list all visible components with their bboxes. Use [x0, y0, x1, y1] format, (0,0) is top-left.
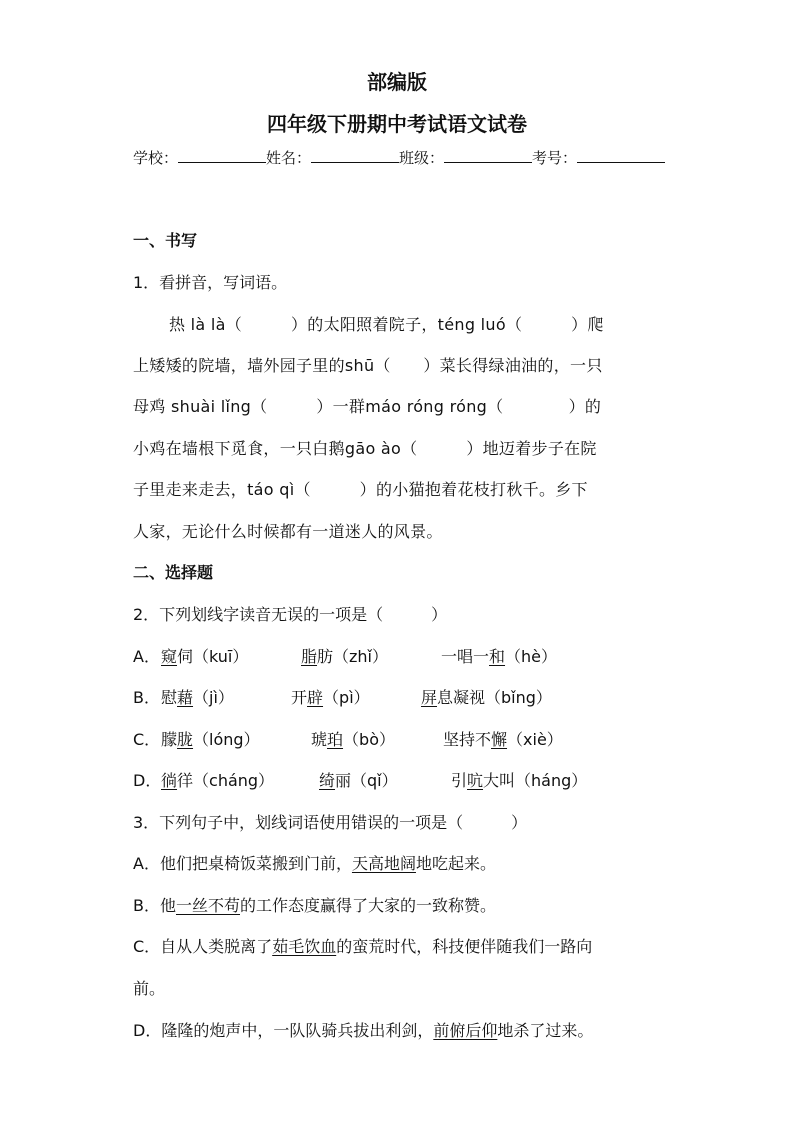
item-rest: （bò） [343, 730, 395, 749]
item-rest: 息凝视（bǐng） [437, 688, 552, 707]
item-pre: 坚持不 [443, 730, 492, 749]
item-rest: （xiè） [507, 730, 563, 749]
option-item [421, 685, 552, 708]
question-2-prompt: 2．下列划线字读音无误的一项是（ ） [133, 605, 448, 624]
item-rest: （jì） [193, 688, 234, 707]
option-item [451, 768, 587, 791]
series-title: 部编版 [367, 70, 427, 94]
passage-line-1: 热 là là（ ）的太阳照着院子，téng luó（ ）爬 [169, 315, 604, 334]
underlined-char: 徜 [161, 771, 178, 790]
underlined-char: 脂 [301, 647, 318, 666]
exam-number-blank[interactable] [577, 148, 665, 163]
underlined-phrase: 天高地阔 [351, 854, 416, 873]
item-pre: 慰 [161, 688, 178, 707]
option-item [291, 685, 370, 708]
option-text: 地杀了过来。 [497, 1021, 594, 1040]
passage-line-4: 小鸡在墙根下觅食，一只白鹅gāo ào（ ）地迈着步子在院 [133, 439, 597, 458]
option-text: 的蛮荒时代，科技便伴随我们一路向 [336, 937, 593, 956]
underlined-char: 胧 [177, 730, 194, 749]
option-item [301, 644, 388, 667]
q2-option-d[interactable] [133, 768, 663, 791]
underlined-char: 窥 [161, 647, 178, 666]
underlined-char: 绮 [319, 771, 336, 790]
option-item [161, 644, 248, 667]
section-heading-choice: 二、选择题 [133, 563, 214, 582]
option-text: A．他们把桌椅饭菜搬到门前， [133, 854, 352, 873]
option-item [441, 644, 557, 667]
item-rest: （pì） [323, 688, 370, 707]
option-item [161, 768, 274, 791]
option-item [161, 685, 234, 708]
passage-line-5: 子里走来走去，táo qì（ ）的小猫抱着花枝打秋千。乡下 [133, 480, 588, 499]
option-text: 地吃起来。 [415, 854, 496, 873]
item-rest: （hè） [505, 647, 558, 666]
option-text: D．隆隆的炮声中，一队队骑兵拔出利剑， [133, 1021, 434, 1040]
underlined-char: 屏 [421, 688, 438, 707]
option-item [311, 727, 395, 750]
option-item [319, 768, 398, 791]
q2-option-a[interactable] [133, 644, 663, 667]
option-text: 的工作态度赢得了大家的一致称赞。 [240, 896, 497, 915]
q2-option-b[interactable] [133, 685, 663, 708]
school-blank[interactable] [178, 148, 266, 163]
option-text: B．他 [133, 896, 176, 915]
question-1-prompt: 1．看拼音，写词语。 [133, 273, 288, 292]
passage-line-3: 母鸡 shuài lǐng（ ）一群máo róng róng（ ）的 [133, 397, 602, 416]
class-label: 班级： [399, 149, 445, 167]
underlined-char: 藉 [177, 688, 194, 707]
class-blank[interactable] [444, 148, 532, 163]
underlined-phrase: 茹毛饮血 [272, 937, 337, 956]
item-pre: 琥 [311, 730, 328, 749]
option-item [161, 727, 260, 750]
question-3-prompt: 3．下列句子中，划线词语使用错误的一项是（ ） [133, 813, 528, 832]
name-label: 姓名： [266, 149, 312, 167]
item-rest: 伺（kuī） [177, 647, 249, 666]
item-pre: 一唱一 [441, 647, 490, 666]
underlined-char: 吭 [467, 771, 484, 790]
name-blank[interactable] [311, 148, 399, 163]
item-pre: 引 [451, 771, 468, 790]
school-label: 学校： [133, 149, 179, 167]
underlined-char: 懈 [491, 730, 508, 749]
exam-title: 四年级下册期中考试语文试卷 [267, 112, 527, 136]
item-rest: 大叫（háng） [483, 771, 588, 790]
passage-line-2: 上矮矮的院墙，墙外园子里的shū（ ）菜长得绿油油的，一只 [133, 356, 603, 375]
option-letter: A． [133, 647, 160, 666]
option-text: C．自从人类脱离了 [133, 937, 273, 956]
q3-option-a[interactable] [133, 851, 663, 874]
underlined-phrase: 前俯后仰 [433, 1021, 498, 1040]
passage-line-6: 人家，无论什么时候都有一道迷人的风景。 [133, 522, 443, 541]
underlined-char: 和 [489, 647, 506, 666]
option-item [443, 727, 563, 750]
q3-option-c[interactable] [133, 934, 663, 957]
q3-option-c-continued: 前。 [133, 979, 166, 998]
exam-number-label: 考号： [532, 149, 578, 167]
student-info-row [133, 147, 663, 168]
item-rest: 肪（zhǐ） [317, 647, 389, 666]
underlined-phrase: 一丝不苟 [175, 896, 240, 915]
item-pre: 朦 [161, 730, 178, 749]
q3-option-d[interactable] [133, 1018, 663, 1041]
option-letter: C． [133, 730, 161, 749]
item-rest: 丽（qǐ） [335, 771, 398, 790]
q2-option-c[interactable] [133, 727, 663, 750]
underlined-char: 珀 [327, 730, 344, 749]
option-letter: D． [133, 771, 162, 790]
item-pre: 开 [291, 688, 308, 707]
q3-option-b[interactable] [133, 893, 663, 916]
item-rest: （lóng） [193, 730, 260, 749]
option-letter: B． [133, 688, 160, 707]
underlined-char: 辟 [307, 688, 324, 707]
item-rest: 徉（cháng） [177, 771, 275, 790]
section-heading-writing: 一、书写 [133, 231, 198, 250]
